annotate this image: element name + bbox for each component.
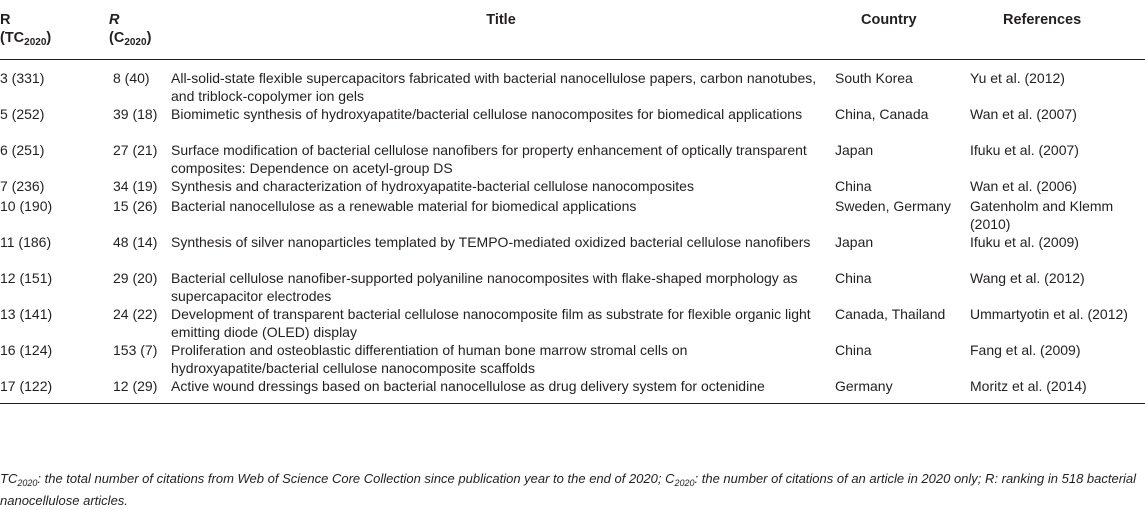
- header-references: References: [1003, 12, 1082, 28]
- header-rank-c-open: (C: [109, 30, 125, 46]
- table-row: [0, 105, 1145, 141]
- footnote-part1: : the total number of citations from Web of Science Core Collection since publication year to the end of 2020; C: [37, 471, 675, 486]
- cell-reference: Ummartyotin et al. (2012): [970, 306, 1128, 322]
- cell-reference: Wan et al. (2007): [970, 106, 1077, 122]
- header-rank-tc: [0, 0, 80, 60]
- header-rank-c-sub: 2020: [124, 37, 147, 48]
- cell-country: South Korea: [835, 70, 913, 86]
- cell-title: Bacterial cellulose nanofiber-supported polyaniline nanocomposites with flake-shaped morphology as supercapacitor electrodes: [171, 270, 798, 304]
- cell-country: China, Canada: [835, 106, 929, 122]
- cell-rank-c: 48 (14): [113, 234, 158, 250]
- table-row: [0, 341, 1145, 377]
- header-rank-c-close: ): [146, 30, 152, 46]
- table-row: [0, 177, 1145, 197]
- cell-title: Synthesis and characterization of hydroxyapatite-bacterial cellulose nanocomposites: [171, 178, 694, 194]
- cell-country: China: [835, 270, 872, 286]
- cell-rank-c: 34 (19): [113, 178, 158, 194]
- table-body: [0, 60, 1145, 404]
- footnote-part2: : the number of citations of an article in 2020 only; R: ranking in 518 bacterial nanocellulose articles.: [0, 471, 1137, 508]
- cell-country: Japan: [835, 142, 874, 158]
- cell-reference: Yu et al. (2012): [970, 70, 1065, 86]
- cell-rank-c: 27 (21): [113, 142, 158, 158]
- cell-rank-c: 12 (29): [113, 378, 158, 394]
- cell-title: Proliferation and osteoblastic differentiation of human bone marrow stromal cells on hydroxyapatite/bacterial cellulose nanocomposite scaffolds: [171, 342, 688, 376]
- cell-country: Japan: [835, 234, 874, 250]
- table-row: [0, 377, 1145, 403]
- cell-country: China: [835, 342, 872, 358]
- table-row: [0, 197, 1145, 233]
- cell-country: China: [835, 178, 872, 194]
- cell-rank-tc: 7 (236): [0, 178, 45, 194]
- cell-rank-tc: 5 (252): [0, 106, 45, 122]
- cell-rank-tc: 11 (186): [0, 234, 52, 250]
- cell-rank-tc: 10 (190): [0, 198, 53, 214]
- header-rank-tc-sub: 2020: [24, 37, 47, 48]
- table-row: [0, 269, 1145, 305]
- cell-reference: Fang et al. (2009): [970, 342, 1081, 358]
- header-rank-c: [80, 0, 170, 60]
- cell-reference: Wan et al. (2006): [970, 178, 1077, 194]
- cell-title: Biomimetic synthesis of hydroxyapatite/bacterial cellulose nanocomposites for biomedical applications: [171, 106, 803, 122]
- table-row: [0, 305, 1145, 341]
- cell-title: All-solid-state flexible supercapacitors fabricated with bacterial nanocellulose papers, carbon nanotubes, and triblock-copolymer ion gels: [171, 70, 817, 104]
- cell-title: Synthesis of silver nanoparticles templated by TEMPO-mediated oxidized bacterial cellulose nanofibers: [171, 234, 811, 250]
- cell-reference: Wang et al. (2012): [970, 270, 1085, 286]
- cell-country: Germany: [835, 378, 893, 394]
- cell-country: Canada, Thailand: [835, 306, 946, 322]
- cell-rank-c: 39 (18): [113, 106, 158, 122]
- cell-rank-tc: 16 (124): [0, 342, 53, 358]
- cell-reference: Ifuku et al. (2009): [970, 234, 1079, 250]
- cell-reference: Gatenholm and Klemm (2010): [970, 198, 1114, 232]
- cell-rank-c: 15 (26): [113, 198, 158, 214]
- cell-rank-tc: 12 (151): [0, 270, 53, 286]
- header-rank-tc-label: R: [0, 12, 11, 28]
- cell-rank-tc: 17 (122): [0, 378, 53, 394]
- header-title: Title: [486, 12, 516, 28]
- footnote-c-sub: 2020: [674, 478, 695, 488]
- header-rank-c-label: R: [109, 12, 120, 28]
- cell-rank-tc: 13 (141): [0, 306, 53, 322]
- header-rank-tc-close: ): [46, 30, 52, 46]
- cell-rank-c: 24 (22): [113, 306, 158, 322]
- cell-country: Sweden, Germany: [835, 198, 951, 214]
- header-country: Country: [861, 12, 917, 28]
- table-row: [0, 233, 1145, 269]
- footnote-tc-sub: 2020: [17, 478, 38, 488]
- cell-title: Active wound dressings based on bacterial nanocellulose as drug delivery system for octenidine: [171, 378, 765, 394]
- cell-rank-c: 29 (20): [113, 270, 158, 286]
- table-row: [0, 141, 1145, 177]
- cell-title: Bacterial nanocellulose as a renewable material for biomedical applications: [171, 198, 637, 214]
- cell-title: Surface modification of bacterial cellulose nanofibers for property enhancement of optically transparent composites: Dependence on acetyl-group DS: [171, 142, 807, 176]
- header-rank-tc-open: (TC: [0, 30, 25, 46]
- cell-rank-c: 153 (7): [113, 342, 158, 358]
- table-header: [0, 0, 1145, 60]
- footnote-tc: TC: [0, 471, 18, 486]
- cell-rank-tc: 6 (251): [0, 142, 45, 158]
- cell-rank-c: 8 (40): [113, 70, 150, 86]
- cell-reference: Ifuku et al. (2007): [970, 142, 1079, 158]
- cell-reference: Moritz et al. (2014): [970, 378, 1087, 394]
- table-row: [0, 60, 1145, 106]
- table-footnote: [0, 470, 1140, 510]
- cell-rank-tc: 3 (331): [0, 70, 45, 86]
- cell-title: Development of transparent bacterial cellulose nanocomposite film as substrate for flexible organic light emitting diode (OLED) display: [171, 306, 811, 340]
